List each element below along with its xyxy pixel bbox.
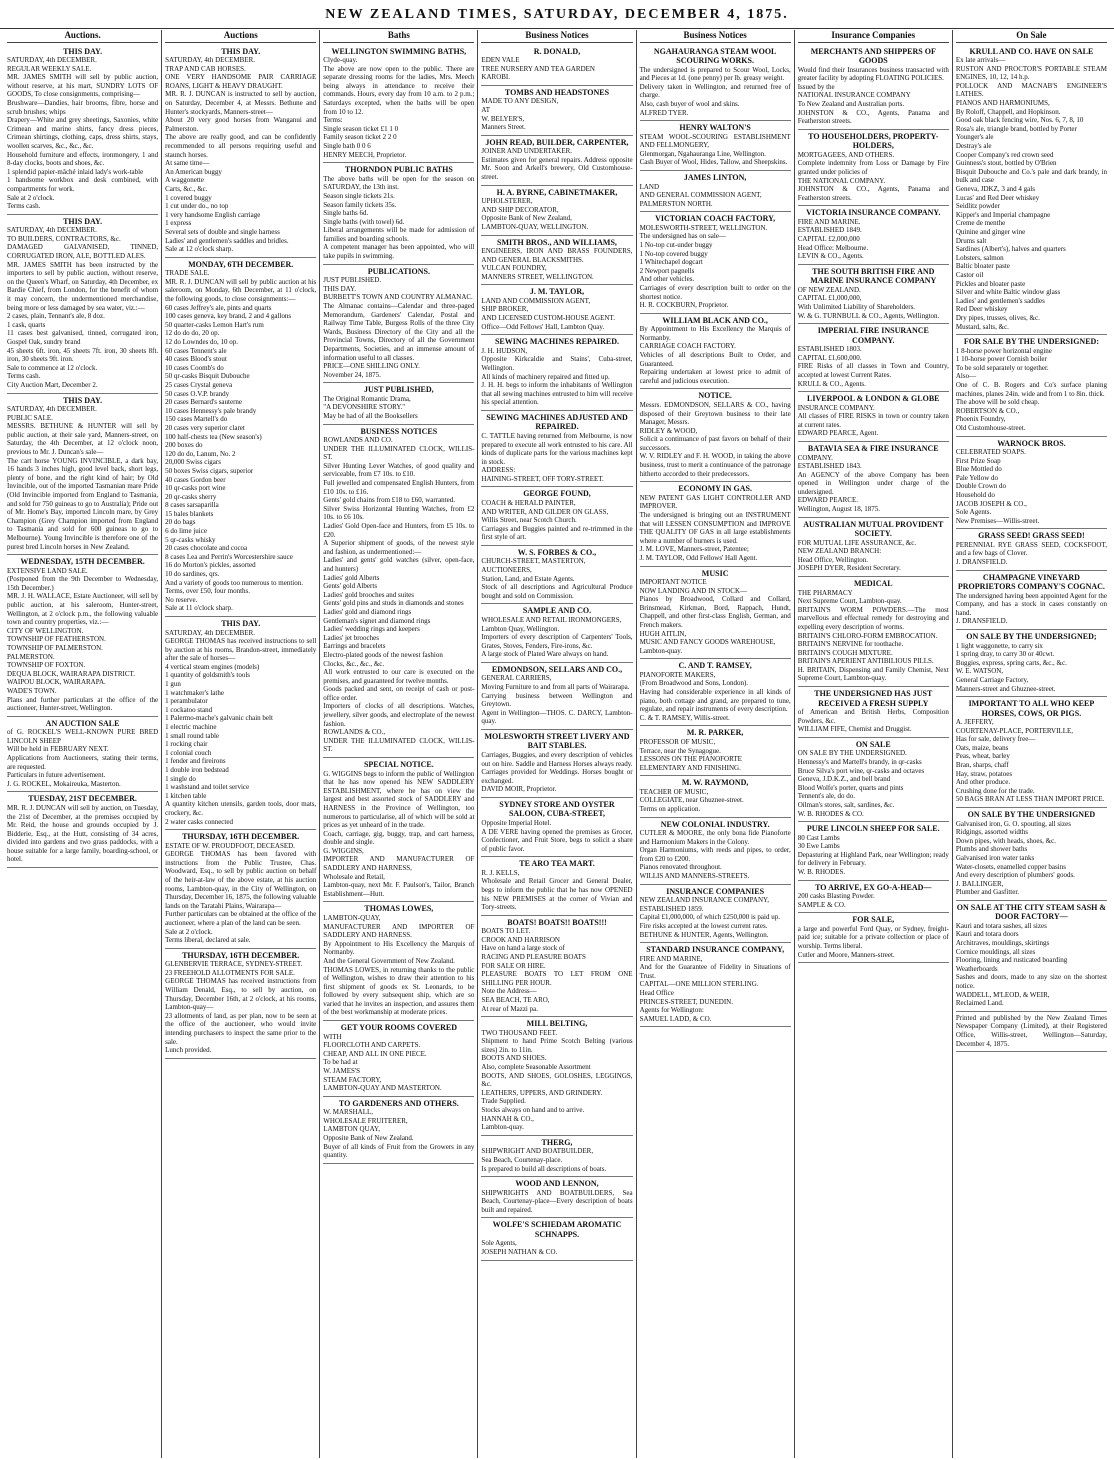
ad-body: TWO THOUSAND FEET. Shipment to hand Prime Scotch Belting (various sizes) 2in. to 11in. BOOTS AND SHOES. Also, complete Seasonable Assortment BOOTS, AND SHOES, GOLOSHES, LEGGINGS, &c. LEATHERS, UPPERS, AND GRINDERY. Trade Supplied. Stocks always on hand and to arrive. HANNAH & CO., Lambton-quay. <box>481 1028 633 1132</box>
advertisement <box>640 212 791 313</box>
ad-title: SEWING MACHINES REPAIRED. <box>494 337 620 347</box>
ad-title: STANDARD INSURANCE COMPANY, <box>646 945 785 955</box>
ad-body: WHOLESALE AND RETAIL IRONMONGERS, Lambton Quay, Wellington. Importers of every description of Carpenters' Tools, Grates, Stoves, Fenders, Fire-irons, &c. A large stock of Plated Ware always on hand. <box>481 615 633 659</box>
ad-body: 200 casks Blasting Powder. SAMPLE & CO. <box>797 892 875 909</box>
ad-body: C. TATTLE having returned from Melbourne, is now prepared to execute all work entrusted to his care. All kinds of duplicate parts for the various machines kept in stock. ADDRESS: HAINING-STREET, OFF TORY-STREET. <box>481 431 633 483</box>
ad-title: THIS DAY. <box>221 46 261 56</box>
advertisement <box>640 171 791 212</box>
ad-title: ON SALE <box>855 739 891 749</box>
advertisement <box>798 822 949 880</box>
ad-title: C. AND T. RAMSEY, <box>678 661 752 671</box>
advertisement <box>640 659 791 726</box>
ad-title: PURE LINCOLN SHEEP FOR SALE. <box>806 824 940 834</box>
column-heading: Insurance Companies <box>798 30 949 43</box>
ad-title: WOLFE'S SCHIEDAM AROMATIC SCHNAPPS. <box>492 1220 622 1239</box>
ad-title: HENRY WALTON'S <box>679 123 751 133</box>
ad-body: MR. R. J. DUNCAN will sell by auction, on Tuesday, the 21st of December, at the premises occupied by Mr. Reid, the house and grounds occupied by J. Bidderie, Esq., at the Hutt, consisting of 34 acres, divided into gardens and two grass paddocks, with a house suitable for a large family, boarding-school, or hotel. <box>7 803 159 864</box>
advertisement <box>798 392 949 442</box>
ad-title: H. A. BYRNE, CABINETMAKER, <box>496 187 618 197</box>
ad-title: GEORGE FOUND, <box>523 489 591 499</box>
ad-body: Printed and published by the New Zealand Times Newspaper Company (Limited), at their Registered Office, Willis-street, Wellington—Saturday, December 4, 1875. <box>955 1013 1107 1048</box>
ad-body: TEACHER OF MUSIC, COLLEGIATE, near Ghuznee-street. Terms on application. <box>639 787 744 813</box>
ad-title: GET YOUR ROOMS COVERED <box>340 1023 457 1033</box>
advertisement <box>640 776 791 817</box>
ad-title: ON SALE AT THE CITY STEAM SASH & DOOR FACTORY— <box>956 902 1107 922</box>
ad-body: SATURDAY, 4th DECEMBER. PUBLIC SALE. MESSRS. BETHUNE & HUNTER will sell by public auction, at their sale yard, Manners-street, on Saturday, the 4th December, at 12 o'clock noon, previous to Mr. J. Duncan's sale— The cart horse YOUNG INVINCIBLE, a dark bay, 16 hands 3 inches high, good level back, short legs, plenty of bone, and the right kind of hair; by Old Invincible, out of the imported Tasmanian mare Pride (Old Invincible imported from England to Tasmania, and sold for 750 guineas to go to Australia); Pride out of Mr. Home's Bay, imported Lincoln mare, by Grey Champion (Grey Champion imported from England to Tasmania and sold for 600 guineas to go to Melbourne). Young Invincible is therefore one of the purest bred Lincoln horses in New Zealand. <box>7 405 159 551</box>
ad-title: EDMONDSON, SELLARS AND CO., <box>491 664 623 674</box>
advertisement <box>640 45 791 122</box>
advertisement <box>798 265 949 324</box>
ad-title: FOR SALE BY THE UNDERSIGNED: <box>963 337 1099 347</box>
ad-title: SAMPLE AND CO. <box>522 606 592 616</box>
ad-title: MONDAY, 6TH DECEMBER. <box>188 259 294 269</box>
advertisement <box>481 335 632 411</box>
ad-title: THURSDAY, 16TH DECEMBER. <box>182 950 300 960</box>
ad-body: G. WIGGINS begs to inform the public of Wellington that he has now opened his NEW SADDLERY ESTABLISHMENT, where he has on view the largest and best assorted stock of SADDLERY and HARNESS in the Province of Wellington, too numerous to particularise, all of which will be sold at prices as yet unheard of in the trade. Coach, carriage, gig, buggy, trap, and cart harness, double and single. G. WIGGINS, IMPORTER AND MANUFACTURER OF SADDLERY AND HARNESS, Wholesale and Retail, Lambton-quay, next Mr. F. Paulson's, Tailor, Branch Establishment—Hutt. <box>323 769 475 898</box>
advertisement <box>481 136 632 186</box>
advertisement <box>7 215 158 394</box>
advertisement <box>165 949 316 1059</box>
advertisement <box>323 265 474 384</box>
advertisement <box>481 604 632 662</box>
ad-title: MUSIC <box>701 568 729 578</box>
ad-body: JOINER AND UNDERTAKER. Estimates given for general repairs. Address opposite Mr. Soon and Arkell's brewery, Old Customhouse-street. <box>481 147 633 182</box>
advertisement <box>165 830 316 949</box>
advertisement <box>956 901 1107 1012</box>
ad-body: UPHOLSTERER, AND SHIP DECORATOR, Opposite Bank of New Zealand, LAMBTON-QUAY, WELLINGTON. <box>481 197 589 231</box>
advertisement <box>956 571 1107 630</box>
advertisement <box>956 45 1107 336</box>
advertisement <box>7 394 158 556</box>
ad-title: TOMBS AND HEADSTONES <box>504 87 610 97</box>
ad-body: Ex late arrivals— RUSTON AND PROCTOR'S PORTABLE STEAM ENGINES, 10, 12, 14 h.p. POLLOCK AND MACNAB'S ENGINEER'S LATHES. PIANOS AND HARMONIUMS, By Roloff, Chappell, and Hopkinson. Good oak black fencing wire, Nos. 6, 7, 8, 10 Rosa's ale, triangle brand, bottled by Porter Younger's ale Destray's ale Cooper Company's red crown seed Guinness's stout, bottled by O'Brien Bisquit Dubouche and Co.'s pale and dark brandy, in bulk and case Geneva, JDKZ, 3 and 4 gals Lucas' and Red Deer whiskey Seidlitz powder Kipper's and Imperial champagne Creme de menthe Quinine and ginger wine Drums salt Sardines (Albert's), halves and quarters Lobsters, salmon Baltic bloater paste Castor oil Pickles and bloater paste Silver and white Baltic window glass Ladies' and gentlemen's saddles Red Deer whiskey Dry pipes, trusses, olives, &c. Mustard, salts, &c. <box>955 56 1107 331</box>
ad-title: R. DONALD, <box>533 46 581 56</box>
advertisement <box>481 916 632 1017</box>
ad-body: The Original Romantic Drama, "A DEVONSHIRE STORY." May be had of all the Booksellers <box>323 394 418 420</box>
advertisement <box>481 857 632 915</box>
ad-body: Messrs. EDMONDSON, SELLARS & CO., having disposed of their Greytown business to their late Manager, Messrs. RIDLEY & WOOD, Solicit a continuance of past favors on behalf of their successors. W. V. RIDLEY and F. H. WOOD, in taking the above business, trust to merit a continuance of the patronage hitherto accorded to their predecessors. <box>639 400 791 478</box>
ad-body: ROWLANDS AND CO. UNDER THE ILLUMINATED CLOCK, WILLIS-ST. Silver Hunting Lever Watches, of good quality and serviceable, from £7 10s. to £10. Full jewelled and compensated English Hunters, from £10 10s. to £16. Gents' gold chains from £18 to £60, warranted. Silver Swiss Horizontal Hunting Watches, from £2 10s. to £6 10s. Ladies' Gold Open-face and Hunters, from £5 10s. to £20. A Superior shipment of goods, of the newest style and fashion, as undermentioned:— Ladies' and gents' gold watches (silver, open-face, and hunters) Ladies' gold Alberts Gents' gold Alberts Ladies' gold brooches and suites Gents' gold pins and studs in diamonds and stones Ladies' gold and diamond rings Gentleman's signet and diamond rings Ladies' wedding rings and keepers Ladies' jet brooches Earrings and bracelets Electro-plated goods of the newest fashion Clocks, &c., &c., &c. All work entrusted to our care is executed on the premises, and guaranteed for twelve months. Goods packed and sent, on receipt of cash or post-office order. Importers of clocks of all descriptions. Watches, jewellery, silver goods, and electroplate of the newest fashion. ROWLANDS & CO., UNDER THE ILLUMINATED CLOCK, WILLIS-ST. <box>323 436 475 754</box>
ad-body: INSURANCE COMPANY. All classes of FIRE RISKS in town or country taken at current rates. EDWARD PEARCE, Agent. <box>797 403 949 438</box>
ad-title: WELLINGTON SWIMMING BATHS, <box>331 46 467 56</box>
ad-title: J. M. TAYLOR, <box>529 287 585 297</box>
ad-title: GRASS SEED! GRASS SEED! <box>978 531 1085 541</box>
advertisement <box>7 45 158 215</box>
advertisement <box>7 792 158 868</box>
ad-body: of American and British Herbs, Composition Powders, &c. WILLIAM FIFE, Chemist and Druggist. <box>797 708 949 734</box>
ad-body: ENGINEERS, IRON AND BRASS FOUNDERS, AND GENERAL BLACKSMITHS. VULCAN FOUNDRY, MANNERS STREET, WELLINGTON. <box>481 247 633 281</box>
ad-title: WILLIAM BLACK AND CO., <box>662 315 768 325</box>
ad-body: LAND AND GENERAL COMMISSION AGENT, PALMERSTON NORTH. <box>639 182 762 208</box>
advertisement <box>323 758 474 902</box>
ad-title: THERG, <box>541 1137 573 1147</box>
column-5 <box>637 30 795 1458</box>
advertisement <box>481 411 632 488</box>
ad-body: FIRE AND MARINE. ESTABLISHED 1849. CAPITAL £2,000,000 Head Office: Melbourne. LEVIN & CO., Agents. <box>797 217 869 261</box>
ad-body: COACH & HERALD PAINTER, AND WRITER, AND GILDER ON GLASS, Willis Street, near Scotch Church. Carriages and Buggies painted and re-trimmed in the first style of art. <box>481 498 633 542</box>
ad-body: The above baths will be open for the season on SATURDAY, the 13th inst. Season single tickets 21s. Season family tickets 35s. Single baths 6d. Single baths (with towel) 6d. Liberal arrangements will be made for admission of families and boarding schools. A competent manager has been appointed, who will take pupils in swimming. <box>323 174 475 261</box>
advertisement <box>640 389 791 482</box>
ad-body: WITH FLOORCLOTH AND CARPETS. CHEAP, AND ALL IN ONE PIECE. To be had at W. JAMES'S STEAM FACTORY, LAMBTON-QUAY AND MASTERTON. <box>323 1032 442 1093</box>
ad-title: BUSINESS NOTICES <box>360 426 438 436</box>
advertisement <box>956 808 1107 901</box>
ad-body: SHIPWRIGHT AND BOATBUILDER, Sea Beach, Courtenay-place. Is prepared to build all descriptions of boats. <box>481 1147 607 1173</box>
advertisement <box>798 913 949 963</box>
ad-body: IMPORTANT NOTICE NOW LANDING AND IN STOCK— Pianos by Broadwood, Collard and Collard, Brinsmead, Kirkman, Bord, Rappach, Hundt, Chappell, and other first-class English, German, and French makers. HUGH AITLIN, MUSIC AND FANCY GOODS WAREHOUSE, Lambton-quay. <box>639 578 791 655</box>
ad-title: M. W. RAYMOND, <box>681 778 749 788</box>
column-heading: Auctions. <box>7 30 158 43</box>
advertisement <box>481 1177 632 1218</box>
advertisement <box>640 818 791 885</box>
advertisement <box>481 186 632 236</box>
advertisement <box>798 442 949 518</box>
ad-title: VICTORIA INSURANCE COMPANY. <box>806 208 941 218</box>
column-1 <box>4 30 162 1458</box>
column-3 <box>320 30 478 1458</box>
ad-title: M. R. PARKER, <box>686 728 744 738</box>
ad-body: By Appointment to His Excellency the Marquis of Normanby. CARRIAGE COACH FACTORY. Vehicles of all descriptions Built to Order, and Guaranteed. Repairing undertaken at lowest price to admit of careful and judicious execution. <box>639 325 791 385</box>
ad-title: IMPERIAL FIRE INSURANCE COMPANY. <box>817 326 929 345</box>
ad-body: CHURCH-STREET, MASTERTON, AUCTIONEERS, Station, Land, and Estate Agents. Stock of all descriptions and Agricultural Produce bought and sold on Commission. <box>481 557 633 600</box>
advertisement <box>481 730 632 798</box>
advertisement <box>798 324 949 392</box>
ad-title: SEWING MACHINES ADJUSTED AND REPAIRED. <box>486 412 628 432</box>
advertisement <box>481 86 632 136</box>
column-heading: Auctions <box>165 30 316 43</box>
ad-body: ON SALE BY THE UNDERSIGNED. Hennessy's and Martell's brandy, in qr-casks Bruce Silva's port wine, qr-casks and octaves Geneva, J.D.K.Z., and bell brand Blood Wolfe's porter, quarts and pints Tennent's ale, do do. Oilman's stores, salt, sardines, &c. W. B. RHODES & CO. <box>797 749 925 818</box>
ad-body: OF NEW ZEALAND. CAPITAL £1,000,000, With Unlimited Liability of Shareholders. W. & G. TURNBULL & CO., Agents, Wellington. <box>797 285 940 320</box>
ad-body: R. J. KELLS, Wholesale and Retail Grocer and General Dealer, begs to inform the public that he has now OPENED his NEW PREMISES at the corner of Vivian and Tory-streets. <box>481 868 633 912</box>
ad-title: THE UNDERSIGNED HAS JUST RECEIVED A FRESH SUPPLY <box>814 689 933 708</box>
ad-title: WEDNESDAY, 15TH DECEMBER. <box>20 557 145 567</box>
ad-title: MOLESWORTH STREET LIVERY AND BAIT STABLES. <box>484 731 630 751</box>
ad-title: THOMAS LOWES, <box>364 904 434 914</box>
ad-title: TO HOUSEHOLDERS, PROPERTY-HOLDERS, <box>808 131 939 151</box>
advertisement <box>798 687 949 738</box>
ad-title: SMITH BROS., AND WILLIAMS, <box>497 237 617 247</box>
ad-body: MADE TO ANY DESIGN, AT W. BELYER'S, Manners Street. <box>481 97 559 132</box>
column-heading: Business Notices <box>640 30 791 43</box>
advertisement <box>956 529 1107 570</box>
ad-body: MORTGAGEES, AND OTHERS. Complete indemnity from Loss or Damage by Fire granted under policies of THE NATIONAL COMPANY. JOHNSTON & CO., Agents, Panama and Featherston streets. <box>797 150 949 202</box>
advertisement <box>323 383 474 424</box>
ad-body: The undersigned is prepared to Scour Wool, Locks, and Pieces at 1d. (one penny) per lb. greasy weight. Delivery taken in Wellington, and returned free of charge. Also, cash buyer of wool and skins. ALFRED TYER. <box>639 65 791 117</box>
advertisement <box>640 885 791 943</box>
advertisement <box>640 943 791 1027</box>
ad-title: LIVERPOOL & LONDON & GLOBE <box>807 394 940 404</box>
advertisement <box>7 717 158 793</box>
ad-title: VICTORIAN COACH FACTORY, <box>655 214 776 224</box>
ad-body: CUTLER & MOORE, the only bona fide Pianoforte and Harmonium Makers in the Colony. Organ Harmoniums, with reeds and pipes, to order, from £20 to £200. Pianos renovated throughout. WILLIS AND MANNERS-STREETS. <box>639 829 791 881</box>
ad-body: LAMBTON-QUAY, MANUFACTURER AND IMPORTER OF SADDLERY AND HARNESS. By Appointment to His Excellency the Marquis of Normanby. And the General Government of New Zealand. THOMAS LOWES, in returning thanks to the public of Wellington, wishes to draw their attention to his first shipment of goods ex St. Leonards, to be followed by every subsequent ship, which are so varied that he invites an inspection, and assures them of the best workmanship at moderate prices. <box>323 913 475 1017</box>
ad-title: SPECIAL NOTICE. <box>363 760 434 770</box>
ad-title: TUESDAY, 21ST DECEMBER. <box>28 794 137 804</box>
advertisement <box>640 726 791 776</box>
advertisement <box>956 697 1107 808</box>
ad-title: THIS DAY. <box>63 46 103 56</box>
ad-body: J. H. HUDSON, Opposite Kirkcaldie and Stains', Cuba-street, Wellington. All kinds of machinery repaired and fitted up. J. H. H. begs to inform the inhabitants of Wellington that all sewing machines entrusted to him will receive his special attention. <box>481 346 633 407</box>
advertisement <box>956 1012 1107 1052</box>
ad-title: WOOD AND LENNON, <box>515 1179 599 1189</box>
ad-title: TO GARDENERS AND OTHERS. <box>338 1098 459 1108</box>
advertisement <box>956 630 1107 697</box>
ad-title: ON SALE BY THE UNDERSIGNED; <box>966 632 1097 642</box>
advertisement <box>798 738 949 822</box>
column-2 <box>162 30 320 1458</box>
ad-body: Sole Agents, JOSEPH NATHAN & CO. <box>481 1239 558 1256</box>
advertisement <box>640 121 791 171</box>
advertisement <box>481 798 632 857</box>
ad-body: of G. ROCKEL'S WELL-KNOWN PURE BRED LINCOLN SHEEP Will be held in FEBRUARY NEXT. Applications from Auctioneers, stating their terms, are requested. Particulars in future advertisement. J. G. ROCKEL, Mokaireuka, Masterton. <box>7 728 159 788</box>
ad-body: BOATS TO LET. CROOK AND HARRISON Have on hand a large stock of RACING AND PLEASURE BOATS FOR SALE OR HIRE. PLEASURE BOATS TO LET FROM ONE SHILLING PER HOUR. Note the Address— SEA BEACH, TE ARO, At rear of Mazzi pa. <box>481 927 633 1013</box>
ad-title: NEW COLONIAL INDUSTRY. <box>660 819 770 829</box>
ad-title: BATAVIA SEA & FIRE INSURANCE <box>807 444 939 453</box>
ad-title: TE ARO TEA MART. <box>519 859 595 869</box>
advertisement <box>798 45 949 130</box>
advertisement <box>323 45 474 164</box>
ad-body: SATURDAY, 4th DECEMBER. GEORGE THOMAS has received instructions to sell by auction at his rooms, Brandon-street, immediately after the sale of horses— 4 vertical steam engines (models) 1 quantity of goldsmith's tools 1 gun 1 watchmaker's lathe 1 perambulator 1 cockatoo stand 1 Palermo-mache's galvanic chain belt 1 electric machine 1 small round table 1 rocking chair 1 colonial couch 1 fender and fireirons 1 double iron bedstead 1 single do 1 washstand and toilet service 1 kitchen table A quantity kitchen utensils, garden tools, door mats, crockery, &c. 2 water casks connected <box>165 628 317 826</box>
ad-title: JAMES LINTON, <box>683 173 747 183</box>
column-7 <box>953 30 1110 1458</box>
ad-title: THURSDAY, 16TH DECEMBER. <box>182 832 300 842</box>
ad-title: CHAMPAGNE VINEYARD PROPRIETORS COMPANY'S COGNAC. <box>957 572 1105 592</box>
ad-title: PUBLICATIONS. <box>367 266 430 276</box>
ad-body: PROFESSOR OF MUSIC, Terrace, near the Synagogue. LESSONS ON THE PIANOFORTE ELEMENTARY AND FINISHING. <box>639 737 742 772</box>
masthead-title: NEW ZEALAND TIMES, SATURDAY, DECEMBER 4, 1875. <box>325 7 789 22</box>
ad-title: BOATS! BOATS!! BOATS!!! <box>507 917 607 927</box>
ad-body: GENERAL CARRIERS, Moving Furniture to and from all parts of Wairarapa. Carrying business between Wellington and Greytown. Agent in Wellington—THOS. C. DARCY, Lambton-quay. <box>481 674 633 726</box>
ad-body: Would find their Insurances business transacted with greater facility by adopting FLOATING POLICIES. Issued by the NATIONAL INSURANCE COMPANY To New Zealand and Australian ports. JOHNSTON & CO., Agents, Panama and Featherston streets. <box>797 65 949 126</box>
masthead <box>0 2 1114 29</box>
ad-body: PIANOFORTE MAKERS, (From Broadwood and Sons, London). Having had considerable experience in all kinds of piano, both cottage and grand, are prepared to tune, regulate, and repair instruments of every description. C. & T. RAMSEY, Willis-street. <box>639 670 791 722</box>
ad-title: THORNDON PUBLIC BATHS <box>344 165 453 175</box>
ad-body: EXTENSIVE LAND SALE. (Postponed from the 9th December to Wednesday, 15th December.) MR. J. H. WALLACE, Estate Auctioneer, will sell by public auction, at his saleroom, Hunter-street, Wellington, at 2 o'clock p.m., the following valuable town and country properties, viz.:— CITY OF WELLINGTON. TOWNSHIP OF FEATHERSTON. TOWNSHIP OF PALMERSTON. PALMERSTON. TOWNSHIP OF FOXTON. DEQUA BLOCK, WAIRARAPA DISTRICT. WAIPOU BLOCK, WAIRARAPA. WADE'S TOWN. Plans and further particulars at the office of the auctioneer, Hunter-street, Wellington. <box>7 566 159 713</box>
ad-title: FOR SALE, <box>852 915 895 925</box>
advertisement <box>323 425 474 758</box>
advertisement <box>481 487 632 545</box>
advertisement <box>798 206 949 264</box>
ad-body: A. JEFFERY, COURTENAY-PLACE, PORTERVILLE, Has for sale, delivery free— Oats, maize, beans Peas, wheat, barley Bran, sharps, chaff Hay, straw, potatoes And other produce. Crushing done for the trade. 50 BAGS BRAN AT LESS THAN IMPORT PRICE. <box>955 718 1105 804</box>
ad-title: SYDNEY STORE AND OYSTER SALOON, CUBA-STREET, <box>499 799 615 819</box>
ad-body: CELEBRATED SOAPS. First Prize Soap Blue Mottled do Pale Yellow do Double Crown do Household do JACOB JOSEPH & CO., Sole Agents. New Premises—Willis-street. <box>955 448 1040 525</box>
ad-title: MILL BELTING, <box>526 1019 588 1029</box>
advertisement <box>481 236 632 286</box>
ad-body: Kauri and totara sashes, all sizes Kauri and totara doors Architraves, mouldings, skirtings Cornice mouldings, all sizes Flooring, lining and rusticated boarding Weatherboards Sashes and doors, made to any size on the shortest notice. WADDELL, M'LEOD, & WEIR, Reclaimed Land. <box>955 921 1107 1008</box>
ad-title: JOHN READ, BUILDER, CARPENTER, <box>485 137 629 147</box>
ad-title: IMPORTANT TO ALL WHO KEEP HORSES, COWS, OR PIGS. <box>968 699 1095 718</box>
ad-title: NGAHAURANGA STEAM WOOL SCOURING WORKS. <box>653 46 777 66</box>
advertisement <box>481 1136 632 1177</box>
ad-title: W. S. FORBES & CO., <box>517 547 597 557</box>
column-4 <box>478 30 636 1458</box>
ad-body: 1 light waggonette, to carry six 1 spring dray, to carry 30 or 40cwt. Buggies, express, spring carts, &c., &c. W. E. WATSON, General Carriage Factory, Manners-street and Ghuznee-street. <box>955 641 1067 693</box>
ad-title: AUSTRALIAN MUTUAL PROVIDENT SOCIETY. <box>803 519 944 539</box>
ad-body: TRADE SALE. MR. R. J. DUNCAN will sell by public auction at his saleroom, on Monday, 6th December, at 11 o'clock, the following goods, to close consignments:— 60 cases Jeffrey's ale, pints and quarts 100 cases geneva, key brand, 2 and 4 gallons 50 quarter-casks Lemon Hart's rum 12 do do do, 20 op. 12 do Lowndes do, 10 op. 60 cases Tennent's ale 40 cases Blood's stout 10 cases Coomb's do 50 qr-casks Bisquit Dubouche 25 cases Crystal geneva 50 cases O.V.P. brandy 20 cases Bernard's sauterne 10 cases Hennessy's pale brandy 150 cases Martell's do 20 cases very superior claret 100 half-chests tea (New season's) 200 boxes do 120 do do, Lanum, No. 2 20,000 Swiss cigars 50 boxes Swiss cigars, superior 40 cases Gordon beer 10 qr-casks port wine 20 qr-casks sherry 8 cases sarsaparilla 15 bales blankets 20 do bags 6 do lime juice 5 qr-casks whisky 20 cases chocolate and cocoa 8 cases Lea and Perrin's Worcestershire sauce 16 do Morton's pickles, assorted 10 do sardines, qrs. And a variety of goods too numerous to mention. Terms, over £50, four months. No reserve. Sale at 11 o'clock sharp. <box>165 269 317 613</box>
ad-title: NOTICE. <box>698 391 732 401</box>
advertisement <box>481 285 632 335</box>
column-heading: Business Notices <box>481 30 632 43</box>
ad-body: SHIPWRIGHTS AND BOATBUILDERS, Sea Beach, Courtenay-place—Every description of boats built and repaired. <box>481 1188 633 1214</box>
advertisement <box>640 567 791 660</box>
ad-body: Galvanised iron, G. O. spouting, all sizes Ridgings, assorted widths Down pipes, with heads, shoes, &c. Plumbs and shower baths Galvanised iron water tanks Water-closets, enamelled copper basins And every description of plumbers' goods. J. BALLINGER, Plumber and Gasfitter. <box>955 819 1075 897</box>
advertisement <box>165 45 316 258</box>
advertisement <box>481 546 632 604</box>
ad-body: SATURDAY, 4th DECEMBER. REGULAR WEEKLY SALE. MR. JAMES SMITH will sell by public auction, without reserve, at his mart, SUNDRY LOTS OF GOODS, To close consignments, comprising— Brushware—Dandies, hair brooms, fibre, horse and scrub brushes; whips Drapery—White and grey sheetings, Saxonies, white Crimean and marine shirts, fancy dress pieces, Crimean shirtings, clothing, caps, dress shirts, stays, woollen scarves, &c., &c., &c. Household furniture and effects, ironmongery, 1 and 8-day clocks, boots and shoes, &c. 1 splendid papier-mâché inlaid lady's work-table 1 handsome workbox and desk combined, with compartments for work. Sale at 2 o'clock. Terms cash. <box>7 56 159 211</box>
ad-body: 1 8-horse power horizontal engine 1 10-horse power Cornish boiler To be sold separately or together. Also— One of C. B. Rogers and Co's surface planing machines, planes 24in. wide and from 1 to 8in. thick. The above will be sold cheap. ROBERTSON & CO., Phoenix Foundry, Old Customhouse-street. <box>955 346 1107 432</box>
ad-body: STEAM WOOL-SCOURING ESTABLISHMENT AND FELLMONGERY, Glenmorgan, Ngahauranga Line, Wellington. Cash Buyer of Wool, Hides, Tallow, and Sheepskins. <box>639 132 791 167</box>
ad-body: W. MARSHALL, WHOLESALE FRUITERER, LAMBTON QUAY, Opposite Bank of New Zealand. Buyer of all kinds of Fruit from the Growers in any quantity. <box>323 1108 475 1160</box>
advertisement <box>798 518 949 577</box>
ad-body: SATURDAY, 4th DECEMBER. TO BUILDERS, CONTRACTORS, &c. DAMAGED GALVANISED, TINNED, CORRUGATED IRON, ALE, BOTTLED ALES. MR. JAMES SMITH has been instructed by the importers to sell by public auction, without reserve, on the Queen's Wharf, on Saturday, 4th December, ex Bardie Chief, from London, for the benefit of whom it may concern, the undermentioned merchandise, being more or less damaged by sea water, viz.:— 2 cases, plain, Tennant's ale, 8 doz. 1 cask, quarts 11 cases best galvanised, tinned, corrugated iron, Gospel Oak, sundry brand 45 sheets 6ft. iron, 45 sheets 7ft. iron, 30 sheets 8ft. iron, 30 sheets 9ft. iron. Sale to commence at 12 o'clock. Terms cash. City Auction Mart, December 2. <box>7 226 159 389</box>
column-heading: Baths <box>323 30 474 43</box>
ad-body: NEW ZEALAND INSURANCE COMPANY, ESTABLISHED 1859. Capital £1,000,000, of which £250,000 is paid up. Fire risks accepted at the lowest current rates. BETHUNE & HUNTER, Agents, Wellington. <box>639 896 780 939</box>
ad-body: LAND AND COMMISSION AGENT, SHIP BROKER, AND LICENSED CUSTOM-HOUSE AGENT. Office—Odd Fellows' Hall, Lambton Quay. <box>481 296 615 331</box>
advertisement <box>323 902 474 1021</box>
ad-title: THIS DAY. <box>63 216 103 226</box>
advertisement <box>481 1017 632 1136</box>
ad-body: NEW PATENT GAS LIGHT CONTROLLER AND IMPROVER. The undersigned is bringing out an INSTRUMENT that will LESSEN CONSUMPTION and IMPROVE THE QUALITY OF GAS in all large establishments where a number of burners is used. J. M. LOVE, Manners-street, Patentee; J. M. TAYLOR, Odd Fellows' Hall Agent. <box>639 493 791 562</box>
advertisement <box>640 314 791 390</box>
advertisement <box>481 1218 632 1260</box>
ad-body: MOLESWORTH-STREET, WELLINGTON. The undersigned has on sale— 1 No-top cut-under buggy 1 No-top covered buggy 1 Whitechapel dogcart 2 Newport pagnells And other vehicles. Carriages of every description built to order on the shortest notice. H. R. COCKBURN, Proprietor. <box>639 223 791 310</box>
advertisement <box>165 258 316 617</box>
ad-body: Opposite Imperial Hotel. A DE VERE having opened the premises as Grocer, Confectioner, and Fruit Store, begs to solicit a share of public favor. <box>481 818 633 853</box>
ad-body: ESTATE OF W. PROUDFOOT, DECEASED. GEORGE THOMAS has been favored with instructions from the Public Trustee, Chas. Woodward, Esq., to sell by public auction on behalf of the heir-at-law of the above estate, at his auction rooms, Lambton-quay, in the City of Wellington, on Thursday, December 16, 1875, the following valuable lands on the Taratahi Plains, Wairarapa— Further particulars can be obtained at the office of the auctioneer, where a plan of the land can be seen. Sale at 2 o'clock. Terms liberal, declared at sale. <box>165 841 317 945</box>
ad-title: THIS DAY. <box>63 395 103 405</box>
ad-title: JUST PUBLISHED, <box>364 385 434 395</box>
ad-title: THE SOUTH BRITISH FIRE AND MARINE INSURANCE COMPANY <box>810 266 937 286</box>
advertisement <box>323 1021 474 1097</box>
advertisement <box>798 577 949 687</box>
ad-body: FOR MUTUAL LIFE ASSURANCE, &c. NEW ZEALAND BRANCH: Head Office, Wellington. JOSEPH DYER, Resident Secretary. <box>797 538 917 573</box>
ad-body: THE PHARMACY Next Supreme Court, Lambton-quay. BRITAIN'S WORM POWDERS.—The most marvellous and effectual remedy for destroying and expelling every description of worms. BRITAIN'S CHLORO-FORM EMBROCATION. BRITAIN'S NERVINE for toothache. BRITAIN'S COUGH MIXTURE. BRITAIN'S APERIENT ANTIBILIOUS PILLS. H. BRITAIN, Dispensing and Family Chemist, Next Supreme Court, Lambton-quay. <box>797 588 949 683</box>
ad-body: The undersigned having been appointed Agent for the Company, and has a stock in cases constantly on hand. J. DRANSFIELD. <box>955 591 1107 626</box>
advertisement <box>956 335 1107 436</box>
advertisement <box>798 130 949 207</box>
ad-body: 80 Cast Lambs 30 Ewe Lambs Depasturing at Highland Park, near Wellington; ready for delivery in February. W. B. RHODES. <box>797 833 949 876</box>
ad-body: Clyde-quay. The above are now open to the public. There are separate dressing rooms for the ladies, Mrs. Meech being always in attendance to receive their commands. Hours, every day from 10 a.m. to 2 p.m.; Saturdays excepted, when the baths will be open from 10 to 12. Terms: Single season ticket £1 1 0 Family season ticket 2 2 0 Single bath 0 0 6 HENRY MEECH, Proprietor. <box>323 56 475 159</box>
ad-title: INSURANCE COMPANIES <box>666 886 765 896</box>
ad-title: KRULL AND CO. HAVE ON SALE <box>969 46 1094 56</box>
advertisement <box>323 1097 474 1164</box>
ad-body: ESTABLISHED 1803. CAPITAL £1,600,000. FIRE Risks of all classes in Town and Country, accepted at lowest Current Rates. KRULL & CO., Agents. <box>797 345 949 388</box>
ad-body: PERENNIAL RYE GRASS SEED, COCKSFOOT, and a few bags of Clover. J. DRANSFIELD. <box>955 540 1107 567</box>
advertisement <box>640 482 791 566</box>
ad-body: EDEN VALE TREE NURSERY AND TEA GARDEN KAROBI. <box>481 56 595 82</box>
ad-body: COMPANY. ESTABLISHED 1843. An AGENCY of the above Company has been opened in Wellington under charge of the undersigned. EDWARD PEARCE. Wellington, August 18, 1875. <box>797 453 949 514</box>
advertisement <box>7 555 158 717</box>
advertisement <box>323 163 474 264</box>
column-heading: On Sale <box>956 30 1107 43</box>
ad-title: MEDICAL <box>853 579 893 589</box>
ad-body: JUST PUBLISHED. THIS DAY. BURBETT'S TOWN AND COUNTRY ALMANAC. The Almanac contains—Calendar and three-paged Memorandum, Gardeners' Calendar, Postal and Railway Time Table, Burgess Rolls of the three City Wards, Business Directory of the City and all the Provincial Towns, Directory of all the Government Departments, Societies, and an immense amount of information useful to all classes. PRICE—ONE SHILLING ONLY. November 24, 1875. <box>323 276 475 379</box>
advertisement <box>956 437 1107 530</box>
ad-title: MERCHANTS AND SHIPPERS OF GOODS <box>810 46 936 66</box>
advertisement <box>481 663 632 730</box>
column-6 <box>795 30 953 1458</box>
ad-title: ON SALE BY THE UNDERSIGNED <box>967 810 1096 820</box>
ad-title: ECONOMY IN GAS. <box>678 484 752 494</box>
ad-body: GLENBERVIE TERRACE, SYDNEY-STREET. 23 FREEHOLD ALLOTMENTS FOR SALE. GEORGE THOMAS has received instructions from William Denald, Esq., to sell by auction, on Thursday, December 16th, at 2 o'clock, at his rooms, Lambton-quay— 23 allotments of land, as per plan, now to be seen at the office of the auctioneer, who would invite intending purchasers to inspect the same prior to the sale. Lunch provided. <box>165 960 317 1055</box>
columns-container <box>4 30 1110 1458</box>
ad-body: SATURDAY, 4th DECEMBER. TRAP AND CAB HORSES. ONE VERY HANDSOME PAIR CARRIAGE ROANS, LIGHT & HEAVY DRAUGHT. MR. R. J. DUNCAN is instructed to sell by auction, on Saturday, December 4, at Messrs. Bethune and Hunter's stockyards, Manners-street— About 20 very good horses from Wanganui and Palmerston. The above are really good, and can be confidently recommended to all persons requiring useful and staunch horses. At same time— An American buggy A waggonette Carts, &c., &c. 1 covered buggy 1 cut under do., no top 1 very handsome English carriage 1 express Several sets of double and single harness Ladies' and gentlemen's saddles and bridles. Sale at 12 o'clock sharp. <box>165 56 317 254</box>
advertisement <box>798 881 949 914</box>
ad-title: AN AUCTION SALE <box>45 718 120 728</box>
ad-body: Carriages, Buggies, and every description of vehicles out on hire. Saddle and Harness Horses always ready. Carriages provided for Weddings. Horses bought or exchanged. DAVID MOIR, Proprietor. <box>481 750 633 794</box>
ad-title: THIS DAY. <box>221 619 261 628</box>
advertisement <box>481 45 632 86</box>
advertisement <box>165 617 316 830</box>
ad-title: TO ARRIVE, EX GO-A-HEAD— <box>815 882 932 892</box>
ad-body: a large and powerful Ford Quay, or Sydney, freight-paid ice; suitable for a private collection or place of worship. Terms liberal. Cutler and Moore, Manners-street. <box>797 924 949 959</box>
ad-title: WARNOCK BROS. <box>997 438 1066 448</box>
ad-body: FIRE AND MARINE, And for the Guarantee of Fidelity in Situations of Trust. CAPITAL—ONE MILLION STERLING. Head Office PRINCES-STREET, DUNEDIN. Agents for Wellington: SAMUEL LADD, & CO. <box>639 954 791 1023</box>
